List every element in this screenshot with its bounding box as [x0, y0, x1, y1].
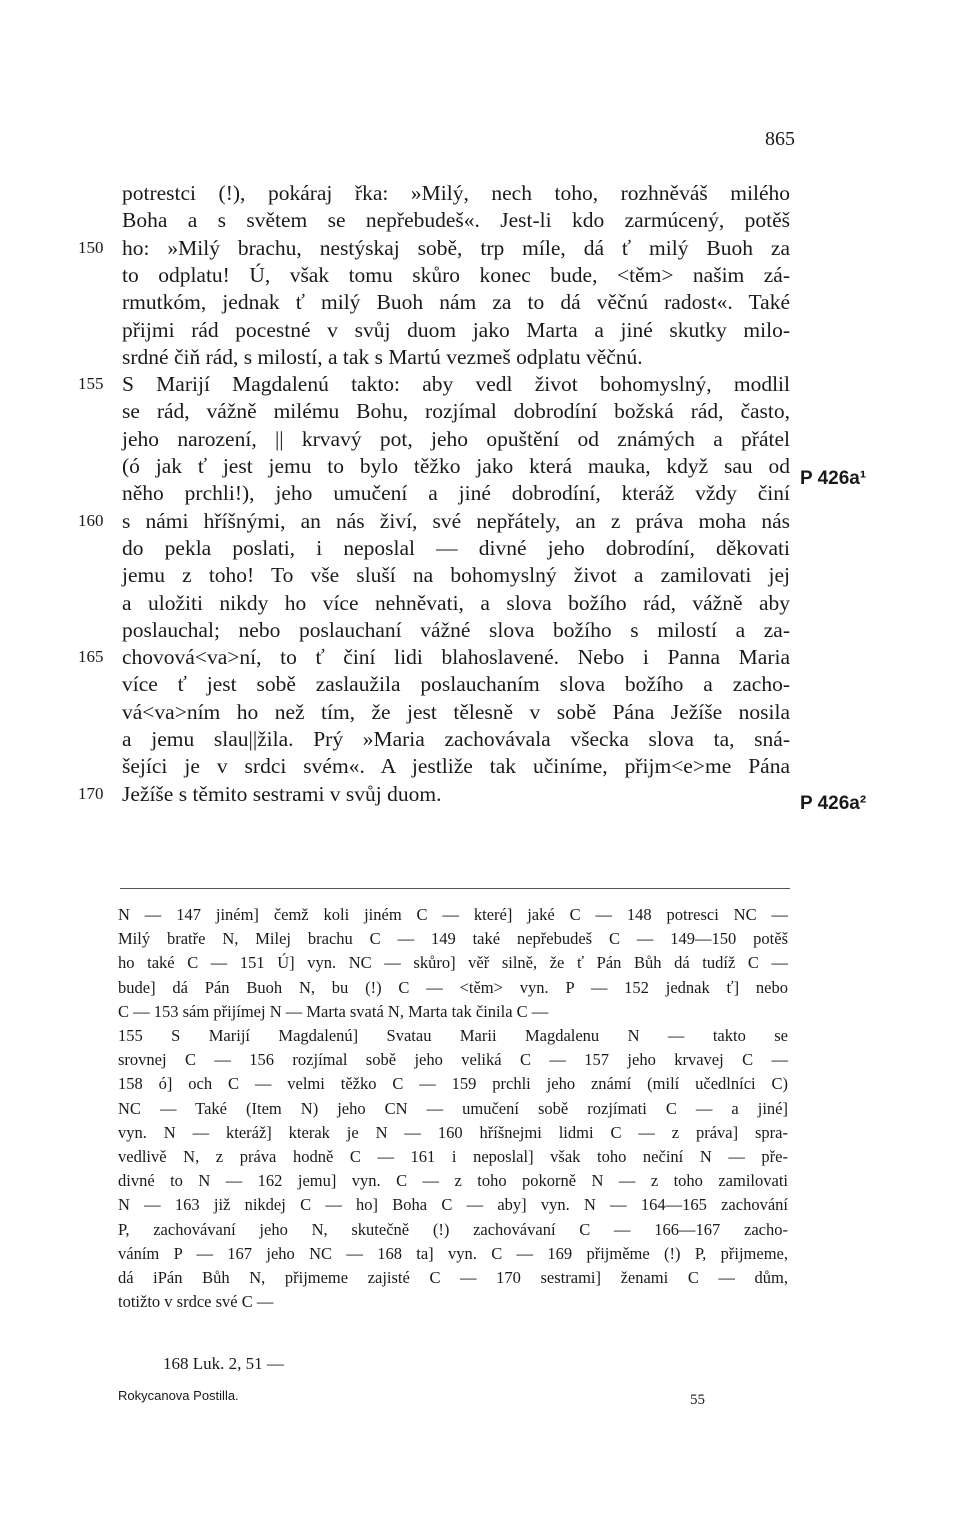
text-line: do pekla poslati, i neposlal — divné jeho dobrodíní, děkovati [122, 535, 790, 560]
note-line: ho také C — 151 Ú] vyn. NC — skůro] věř silně, že ť Pán Bůh dá tudíž C — [118, 953, 788, 973]
text-line: a jemu slau||žila. Prý »Maria zachovávala všecka slova ta, sná- [122, 727, 790, 751]
note-line: Milý bratře N, Milej brachu C — 149 také nepřebudeš C — 149—150 potěš [118, 929, 788, 949]
text-line: rmutkóm, jednak ť milý Buoh nám za to dá věčnú radost«. Také [122, 290, 790, 315]
line-number: 165 [78, 647, 104, 667]
reference-note: 168 Luk. 2, 51 — [163, 1354, 284, 1373]
text-line: ho: »Milý brachu, nestýskaj sobě, trp míle, dá ť milý Buoh za [122, 235, 790, 260]
text-line: chovová<va>ní, to ť činí lidi blahoslavené. Nebo i Panna Maria [122, 645, 790, 670]
text-line: (ó jak ť jest jemu to bylo těžko jako která mauka, když sau od [122, 454, 790, 478]
note-line: C — 153 sám přijímej N — Marta svatá N, Marta tak činila C — [118, 1001, 549, 1021]
note-line: N — 147 jiném] čemž koli jiném C — které] jaké C — 148 potresci NC — [118, 905, 788, 924]
note-line: P, zachovávaní jeho N, skutečně (!) zachovávaní C — 166—167 zacho- [118, 1219, 788, 1239]
text-line: více ť jest sobě zaslaužila poslauchaním slova božího a zacho- [122, 672, 790, 697]
text-line: Ježíše s těmito sestrami v svůj duom. [122, 781, 442, 806]
footer-signature: 55 [690, 1392, 705, 1408]
text-line: a uložiti nikdy ho více nehněvati, a slova božího rád, vážně aby [122, 590, 790, 615]
note-line: bude] dá Pán Buoh N, bu (!) C — <těm> vyn. P — 152 jednak ť] nebo [118, 977, 788, 997]
text-line: s námi hříšnými, an nás živí, své nepřátely, an z práva moha nás [122, 508, 790, 533]
sidenote-p426a2: P 426a² [800, 793, 867, 814]
note-line: vedlivě N, z práva hodně C — 161 i neposlal] však toho nečiní N — pře- [118, 1147, 788, 1166]
text-line: S Marijí Magdalenú takto: aby vedl život bohomyslný, modlil [122, 372, 790, 397]
line-number: 170 [78, 783, 104, 803]
note-line: váním P — 167 jeho NC — 168 ta] vyn. C — 169 přijměme (!) P, přijmeme, [118, 1243, 788, 1263]
note-line: divné to N — 162 jemu] vyn. C — z toho pokorně N — z toho zamilovati [118, 1171, 788, 1191]
notes-divider [120, 888, 790, 889]
note-line: vyn. N — kteráž] kterak je N — 160 hříšnejmi lidmi C — z práva] spra- [118, 1122, 788, 1142]
note-line: totižto v srdce své C — [118, 1292, 274, 1312]
text-line: šejíci je v srdci svém«. A jestliže tak učiníme, přijm<e>me Pána [122, 754, 790, 779]
text-line: vá<va>ním ho než tím, že jest tělesně v sobě Pána Ježíše nosila [122, 699, 790, 724]
note-line: srovnej C — 156 rozjímal sobě jeho veliká C — 157 jeho krvavej C — [118, 1050, 788, 1070]
text-line: se rád, vážně milému Bohu, rozjímal dobrodíní božská rád, často, [122, 399, 790, 424]
text-line: jemu z toho! To vše sluší na bohomyslný život a zamilovati jej [122, 563, 790, 588]
note-line: dá iPán Bůh N, přijmeme zajisté C — 170 sestrami] ženami C — dům, [118, 1268, 788, 1287]
text-line: potrestci (!), pokáraj řka: »Milý, nech toho, rozhněváš milého [122, 181, 790, 205]
line-number: 150 [78, 237, 104, 257]
line-number: 160 [78, 510, 104, 530]
note-line: 155 S Marijí Magdalenú] Svatau Marii Magdalenu N — takto se [118, 1026, 788, 1045]
line-number: 155 [78, 374, 104, 394]
text-line: srdné čiň rád, s milostí, a tak s Martú vezmeš odplatu věčnú. [122, 344, 643, 369]
note-line: NC — Také (Item N) jeho CN — umučení sobě rozjímati C — a jiné] [118, 1098, 788, 1118]
text-line: něho prchli!), jeho umučení a jiné dobrodíní, kteráž vždy činí [122, 481, 790, 506]
text-line: to odplatu! Ú, však tomu skůro konec bude, <těm> našim zá- [122, 262, 790, 287]
footer-source: Rokycanova Postilla. [118, 1388, 239, 1403]
note-line: N — 163 již nikdej C — ho] Boha C — aby] vyn. N — 164—165 zachování [118, 1195, 788, 1215]
text-line: poslauchal; nebo poslauchaní vážné slova božího s milostí a za- [122, 617, 790, 642]
text-line: Boha a s světem se nepřebudeš«. Jest-li kdo zarmúcený, potěš [122, 208, 790, 233]
sidenote-p426a1: P 426a¹ [800, 468, 867, 489]
note-line: 158 ó] och C — velmi těžko C — 159 prchli jeho známí (milí učedlníci C) [118, 1074, 788, 1094]
text-line: přijmi rád pocestné v svůj duom jako Marta a jiné skutky milo- [122, 317, 790, 342]
text-line: jeho narození, || krvavý pot, jeho opuštění od známých a přátel [122, 426, 790, 451]
page-number: 865 [765, 128, 795, 150]
